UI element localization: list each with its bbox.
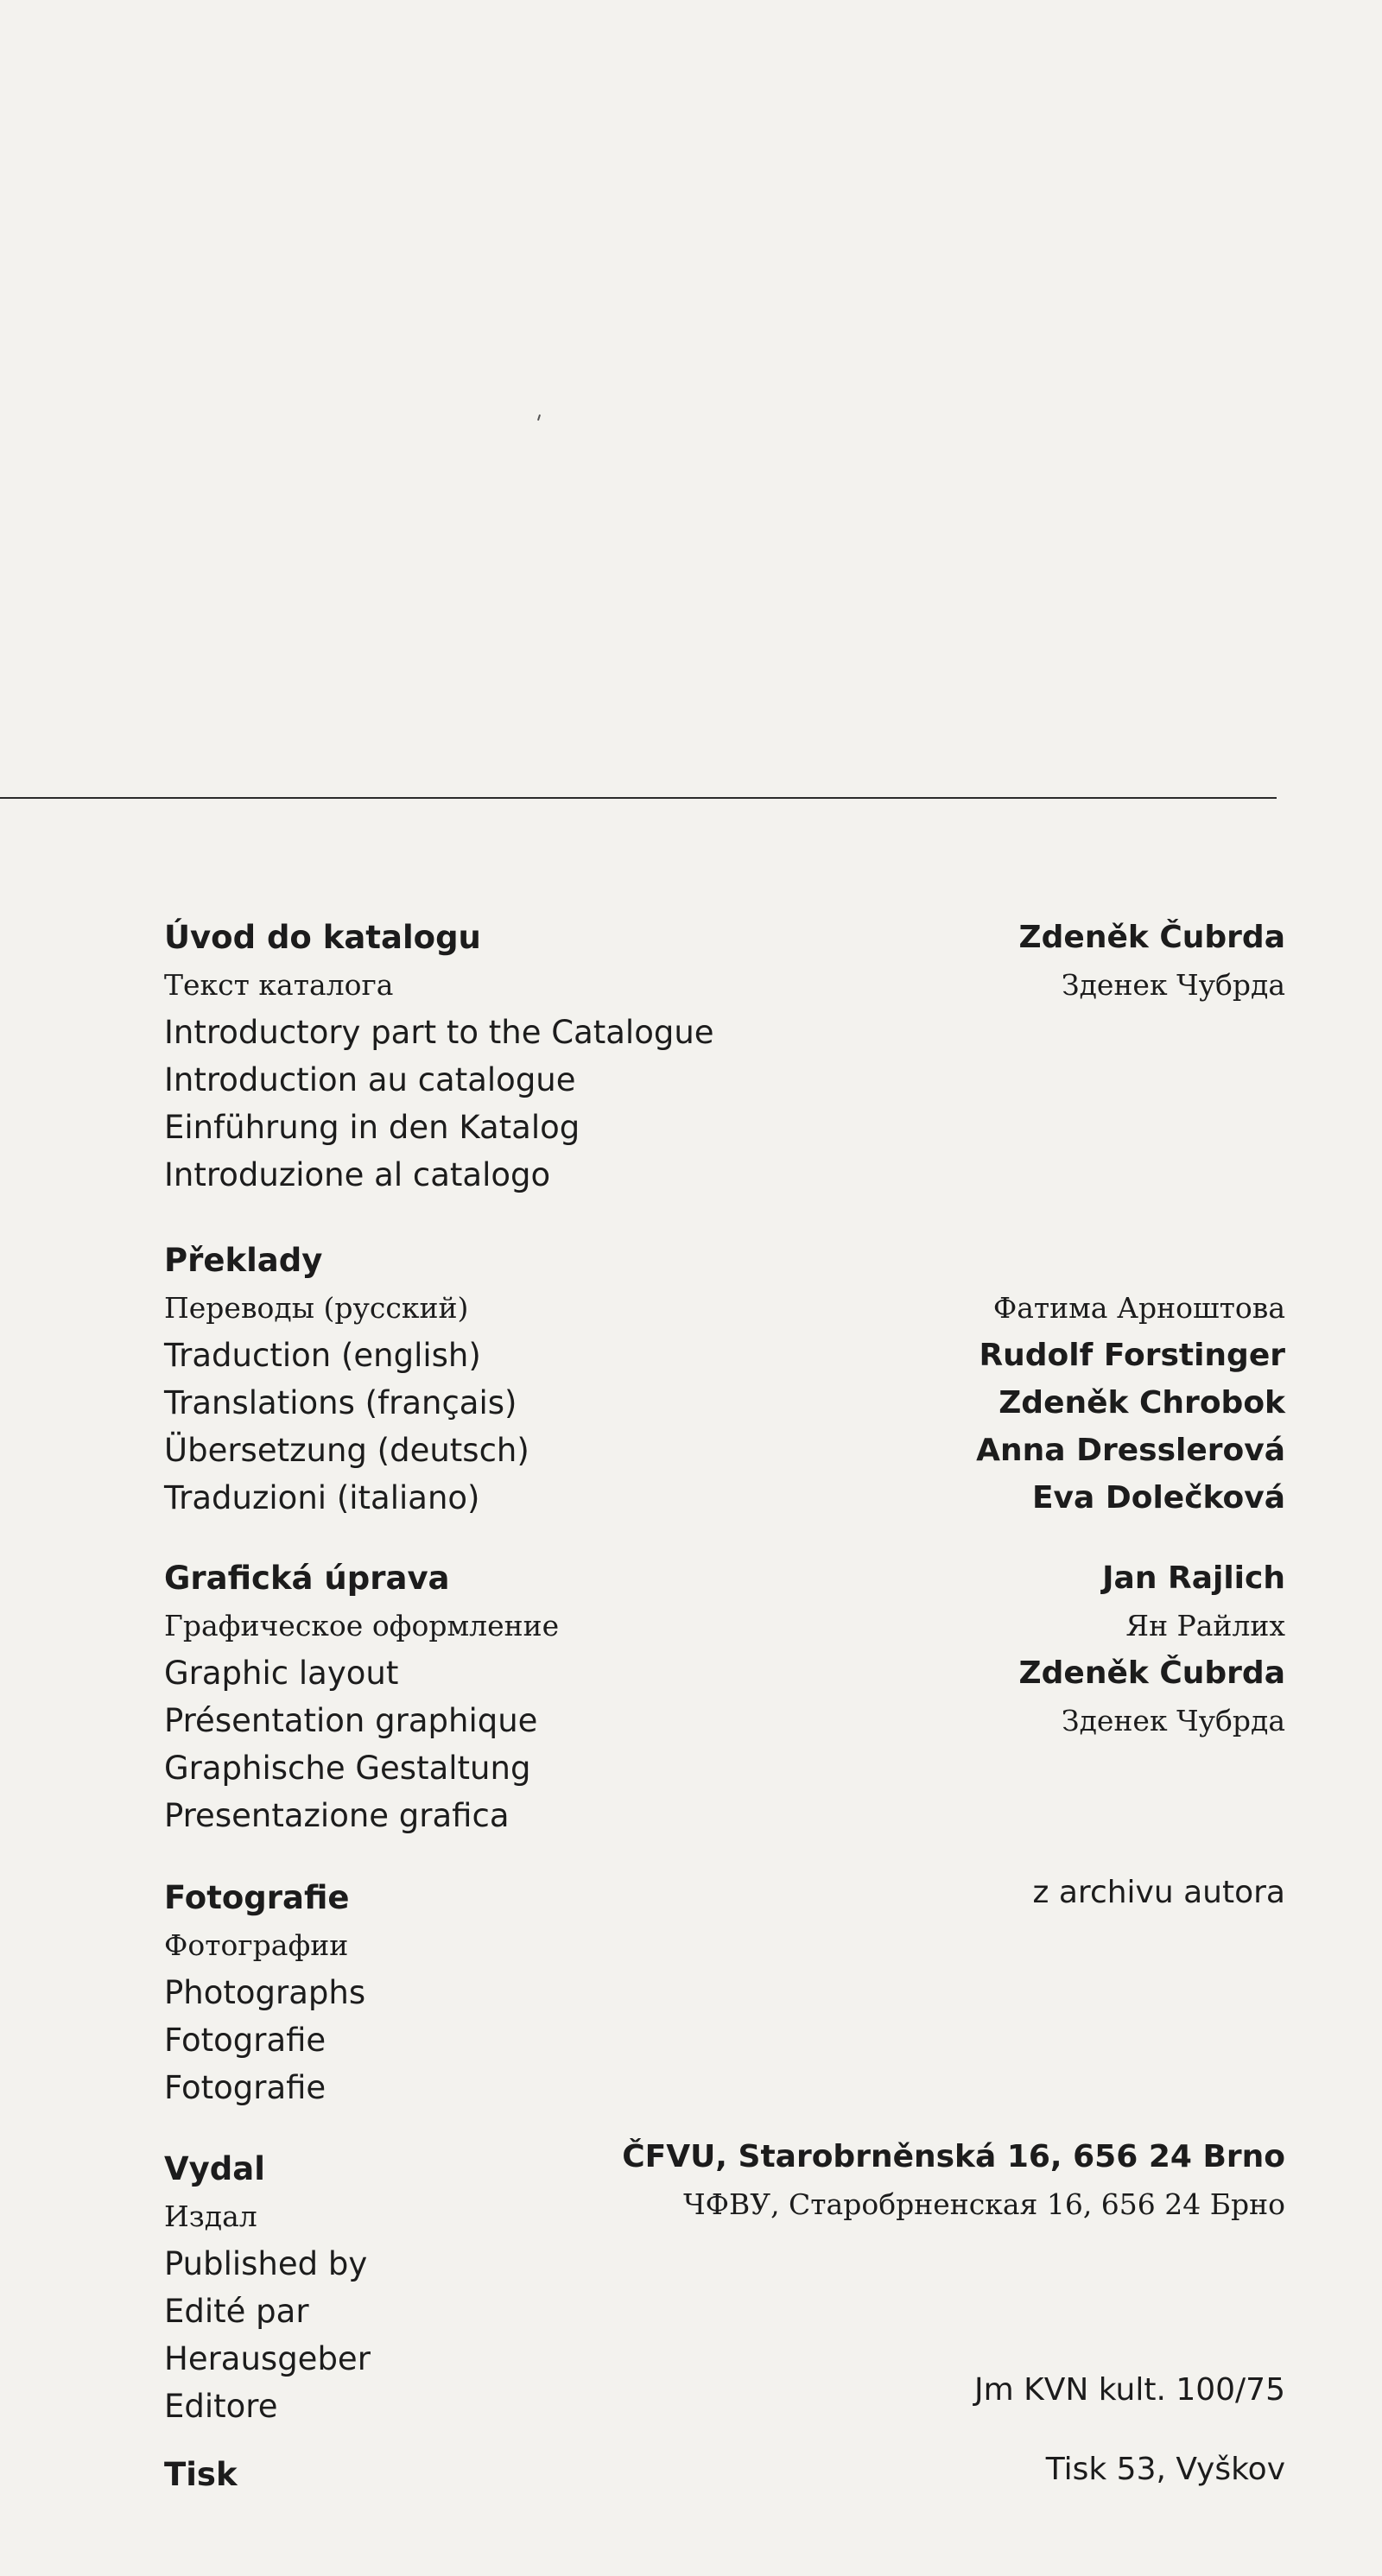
- label-russian: Текст каталога: [164, 968, 394, 1002]
- section-heading: Vydal: [164, 2150, 265, 2187]
- label-french: Translations (français): [164, 1384, 517, 1421]
- credit-source: z archivu autora: [1032, 1875, 1285, 1910]
- registration-block: [508, 2366, 1285, 2414]
- label-russian: Издал: [164, 2199, 257, 2233]
- label-french: Edité par: [164, 2293, 309, 2330]
- paper-speck: [537, 415, 541, 421]
- label-german: Fotografie: [164, 2069, 326, 2106]
- intro-credits: [508, 914, 1285, 1009]
- credit-name: Anna Dresslerová: [976, 1433, 1285, 1468]
- photos-credits: [508, 1869, 1285, 1916]
- credit-name-cyrillic: Зденек Чубрда: [1062, 1704, 1285, 1737]
- label-german: Einführung in den Katalog: [164, 1109, 580, 1146]
- label-italian: Introduzione al catalogo: [164, 1156, 551, 1193]
- layout-credits: [508, 1554, 1285, 1744]
- label-english: Introductory part to the Catalogue: [164, 1014, 714, 1051]
- label-german: Graphische Gestaltung: [164, 1750, 531, 1787]
- label-english: Graphic layout: [164, 1655, 399, 1692]
- publisher-address: ČFVU, Starobrněnská 16, 656 24 Brno: [622, 2139, 1285, 2174]
- label-russian: Фотографии: [164, 1928, 349, 1962]
- section-heading: Fotografie: [164, 1879, 350, 1916]
- label-italian: Editore: [164, 2388, 278, 2425]
- publisher-address-cyrillic: ЧФВУ, Старобрненская 16, 656 24 Брно: [683, 2187, 1285, 2221]
- label-italian: Presentazione grafica: [164, 1797, 510, 1834]
- credit-name: Zdeněk Čubrda: [1018, 920, 1285, 955]
- label-french: Introduction au catalogue: [164, 1061, 576, 1098]
- label-russian: Переводы (русский): [164, 1291, 469, 1325]
- credit-name-cyrillic: Фатима Арноштова: [992, 1291, 1285, 1325]
- label-english: Photographs: [164, 1974, 366, 2011]
- label-italian: Traduzioni (italiano): [164, 1479, 480, 1516]
- label-english: Traduction (english): [164, 1337, 481, 1374]
- credit-name: Rudolf Forstinger: [979, 1338, 1285, 1373]
- label-german: Herausgeber: [164, 2340, 371, 2377]
- registration-number: Jm KVN kult. 100/75: [974, 2372, 1285, 2408]
- publisher-credits: [508, 2133, 1285, 2228]
- printer-name: Tisk 53, Vyškov: [1045, 2452, 1285, 2487]
- credit-name: Zdeněk Čubrda: [1018, 1655, 1285, 1691]
- credit-name: Zdeněk Chrobok: [998, 1385, 1285, 1421]
- label-french: Présentation graphique: [164, 1702, 538, 1739]
- section-heading: Úvod do katalogu: [164, 919, 481, 956]
- section-heading: Překlady: [164, 1242, 323, 1279]
- horizontal-rule: [0, 797, 1277, 799]
- credit-name-cyrillic: Ян Райлих: [1125, 1609, 1285, 1642]
- section-heading: Tisk: [164, 2456, 238, 2493]
- credit-name-cyrillic: Зденек Чубрда: [1062, 968, 1285, 1002]
- translations-credits: [508, 1284, 1285, 1522]
- credit-name: Jan Rajlich: [1102, 1560, 1285, 1596]
- label-english: Published by: [164, 2245, 368, 2282]
- print-credits: [508, 2446, 1285, 2493]
- section-heading: Grafická úprava: [164, 1560, 450, 1597]
- label-german: Übersetzung (deutsch): [164, 1432, 529, 1469]
- label-russian: Графическое оформление: [164, 1609, 560, 1642]
- credit-name: Eva Dolečková: [1031, 1480, 1285, 1516]
- label-french: Fotografie: [164, 2022, 326, 2059]
